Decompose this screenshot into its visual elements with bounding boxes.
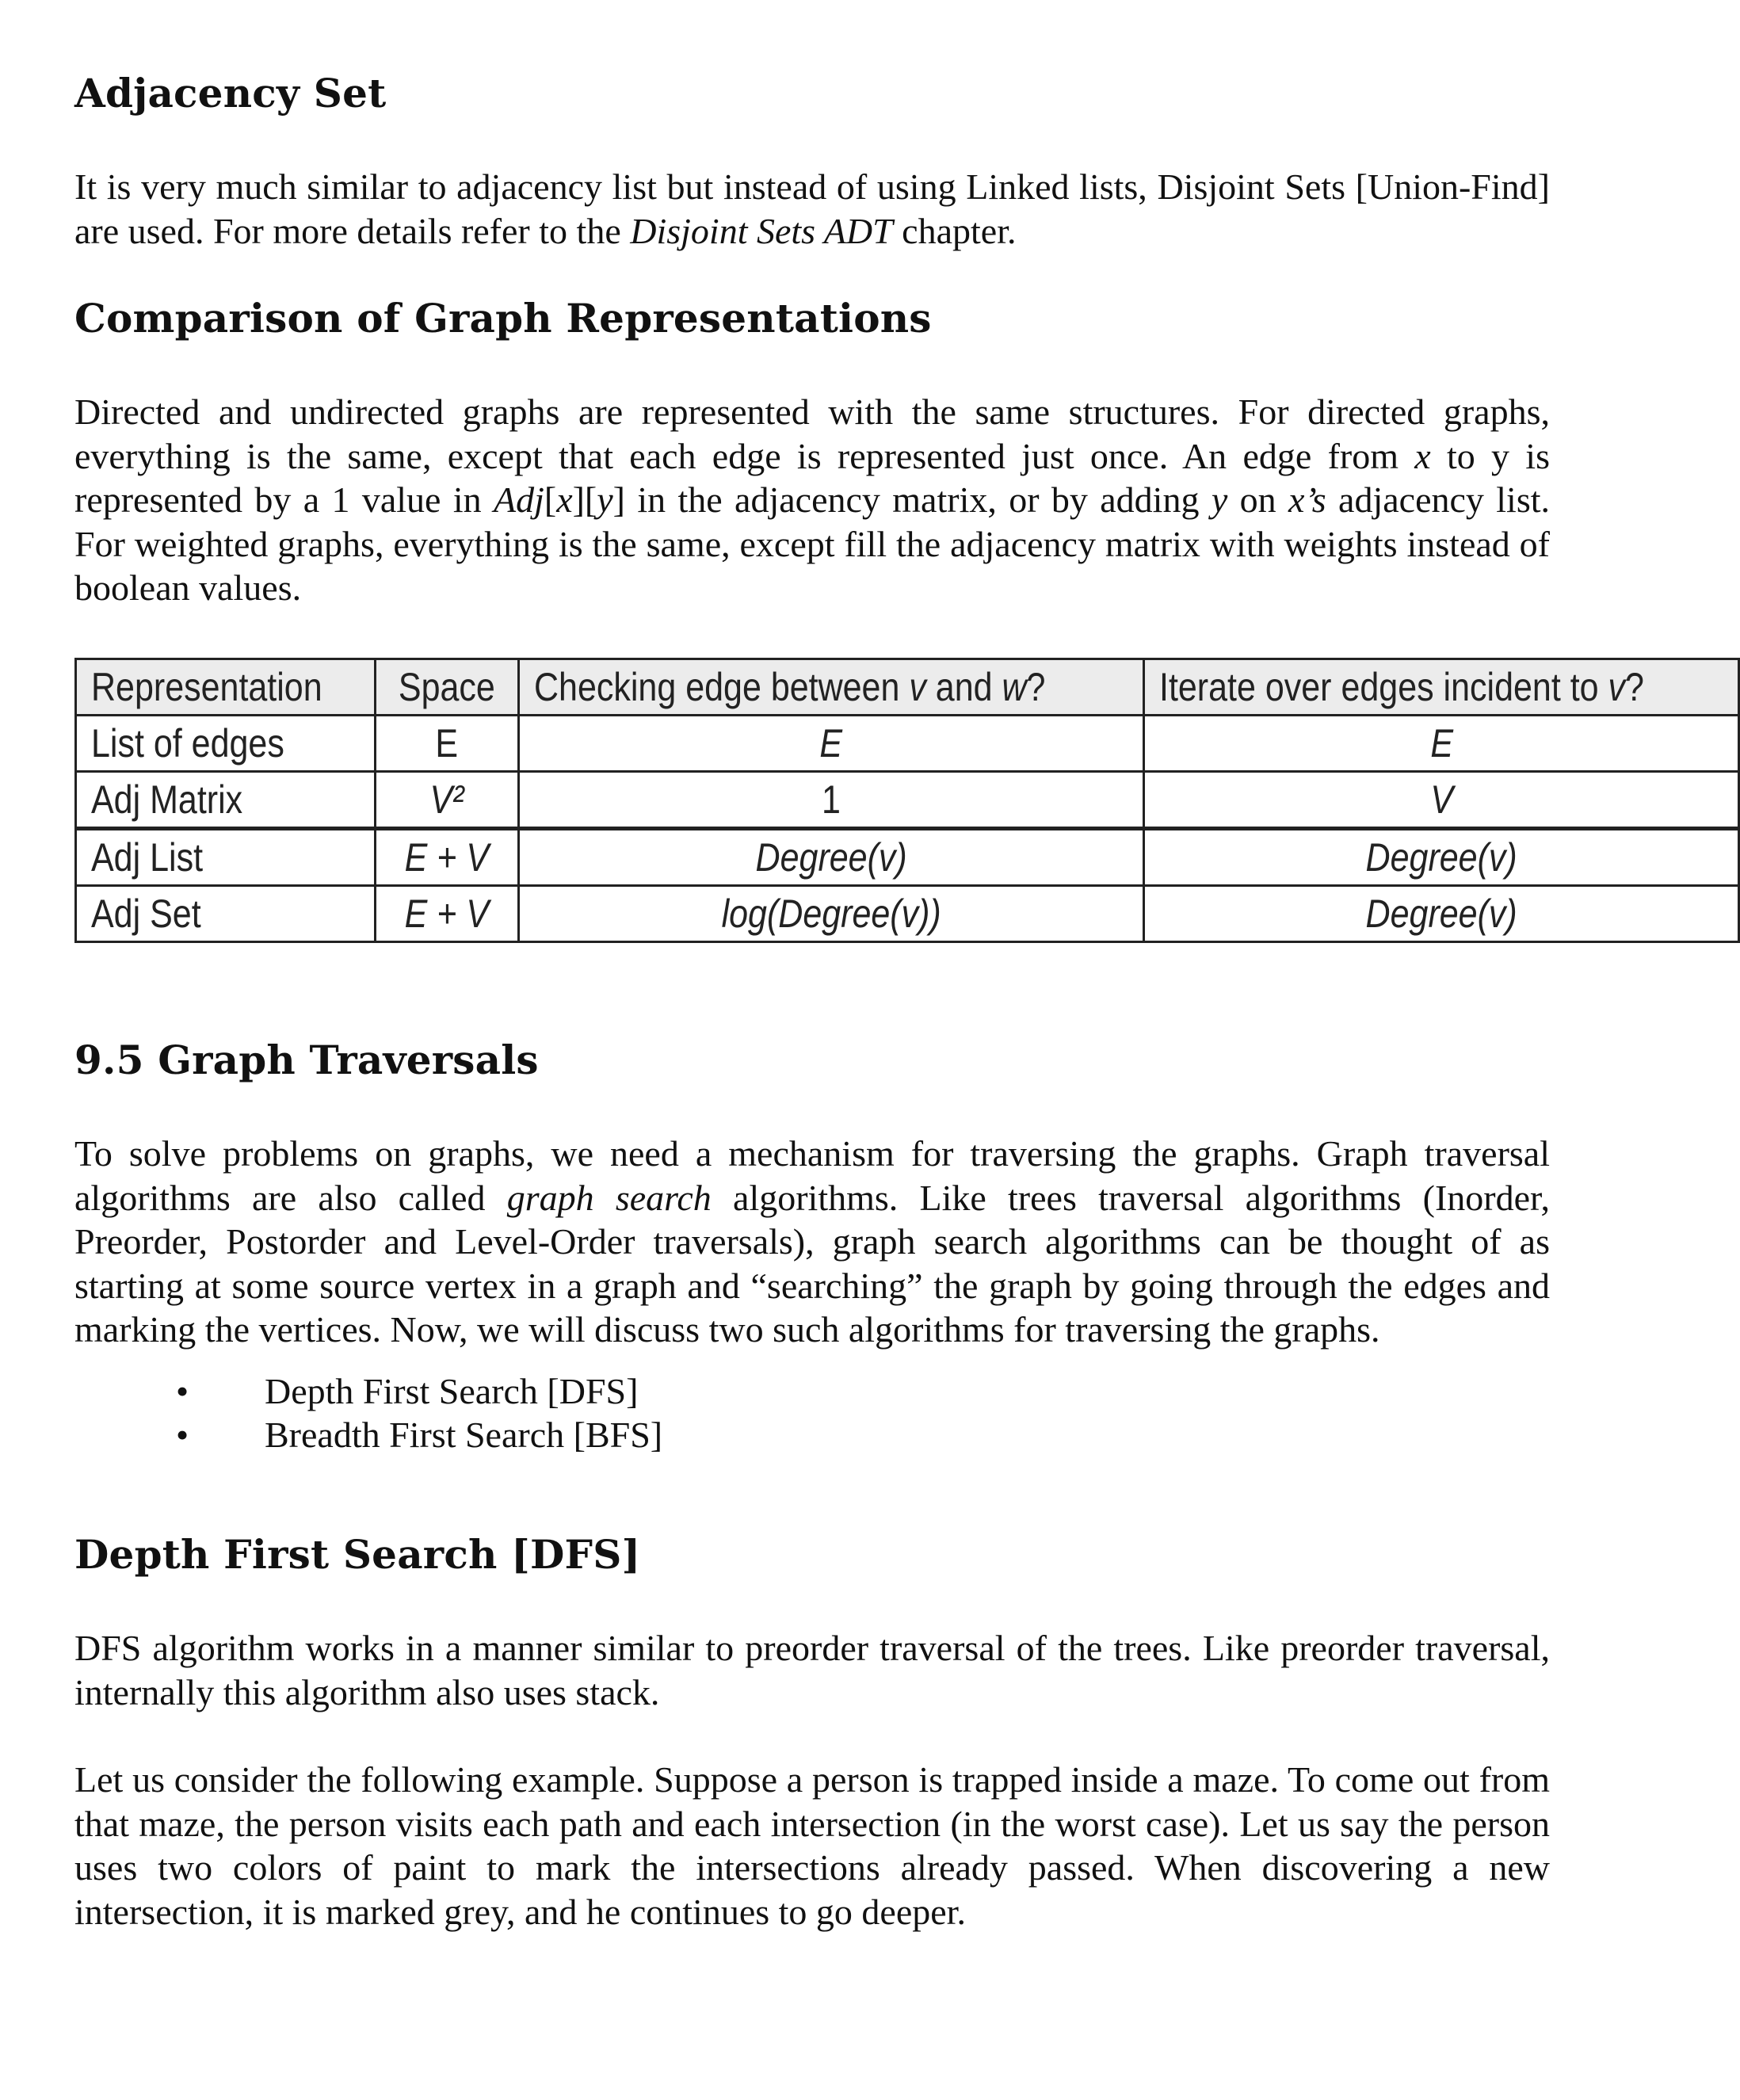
paragraph-adjacency-set: It is very much similar to adjacency list but instead of using Linked lists, Disjoint Sets [Union-Find] are used. For more details refer to the Disjoint Sets ADT chapter. — [74, 166, 1550, 251]
table-row: List of edges E E E — [76, 716, 1739, 772]
heading-graph-traversals: 9.5 Graph Traversals — [74, 1037, 539, 1083]
table-header-row — [76, 659, 1739, 716]
italic-graph-search: graph search — [506, 1177, 712, 1218]
header-representation: Representation — [76, 659, 376, 716]
bullet-glyph: • — [176, 1371, 189, 1411]
header-iterate-edges: Iterate over edges incident to v? — [1144, 659, 1739, 716]
list-item: • Breadth First Search [BFS] — [176, 1415, 663, 1455]
list-item: • Depth First Search [DFS] — [176, 1371, 639, 1411]
paragraph-dfs-example: Let us consider the following example. Suppose a person is trapped inside a maze. To come out from that maze, the person visits each path and each intersection (in the worst case). Let us say the person uses two colors of paint to mark the intersections already passed. When discovering a new intersection, it is marked grey, and he continues to go deeper. — [74, 1759, 1550, 1932]
heading-adjacency-set: Adjacency Set — [74, 70, 387, 116]
heading-dfs: Depth First Search [DFS] — [74, 1531, 641, 1578]
table-row: Adj Matrix V² 1 V — [76, 772, 1739, 829]
paragraph-dfs-intro: DFS algorithm works in a manner similar to preorder traversal of the trees. Like preorder traversal, internally this algorithm also uses stack. — [74, 1628, 1550, 1712]
header-space: Space — [376, 659, 519, 716]
paragraph-graph-traversals: To solve problems on graphs, we need a mechanism for traversing the graphs. Graph traversal algorithms are also called graph search algorithms. Like trees traversal algorithms (Inorder, Preorder, Postorder and Level-Order traversals), graph search algorithms can be thought of as starting at some source vertex in a graph and “searching” the graph by going through the edges and marking the vertices. Now, we will discuss two such algorithms for traversing the graphs. — [74, 1133, 1550, 1350]
header-checking-edge: Checking edge between v and w? — [518, 659, 1144, 716]
paragraph-comparison: Directed and undirected graphs are represented with the same structures. For directed graphs, everything is the same, except that each edge is represented just once. An edge from x to y is represented by a 1 value in Adj[x][y] in the adjacency matrix, or by adding y on x’s adjacency list. For weighted graphs, everything is the same, except fill the adjacency matrix with weights instead of boolean values. — [74, 391, 1550, 608]
italic-disjoint-sets-adt: Disjoint Sets ADT — [630, 210, 893, 251]
representation-comparison-table — [74, 658, 1740, 943]
traversal-list — [74, 1369, 662, 1457]
bullet-glyph: • — [176, 1415, 189, 1455]
table-row: Adj Set E + V log(Degree(v)) Degree(v) — [76, 886, 1739, 942]
heading-comparison: Comparison of Graph Representations — [74, 295, 932, 342]
table-row: Adj List E + V Degree(v) Degree(v) — [76, 829, 1739, 886]
